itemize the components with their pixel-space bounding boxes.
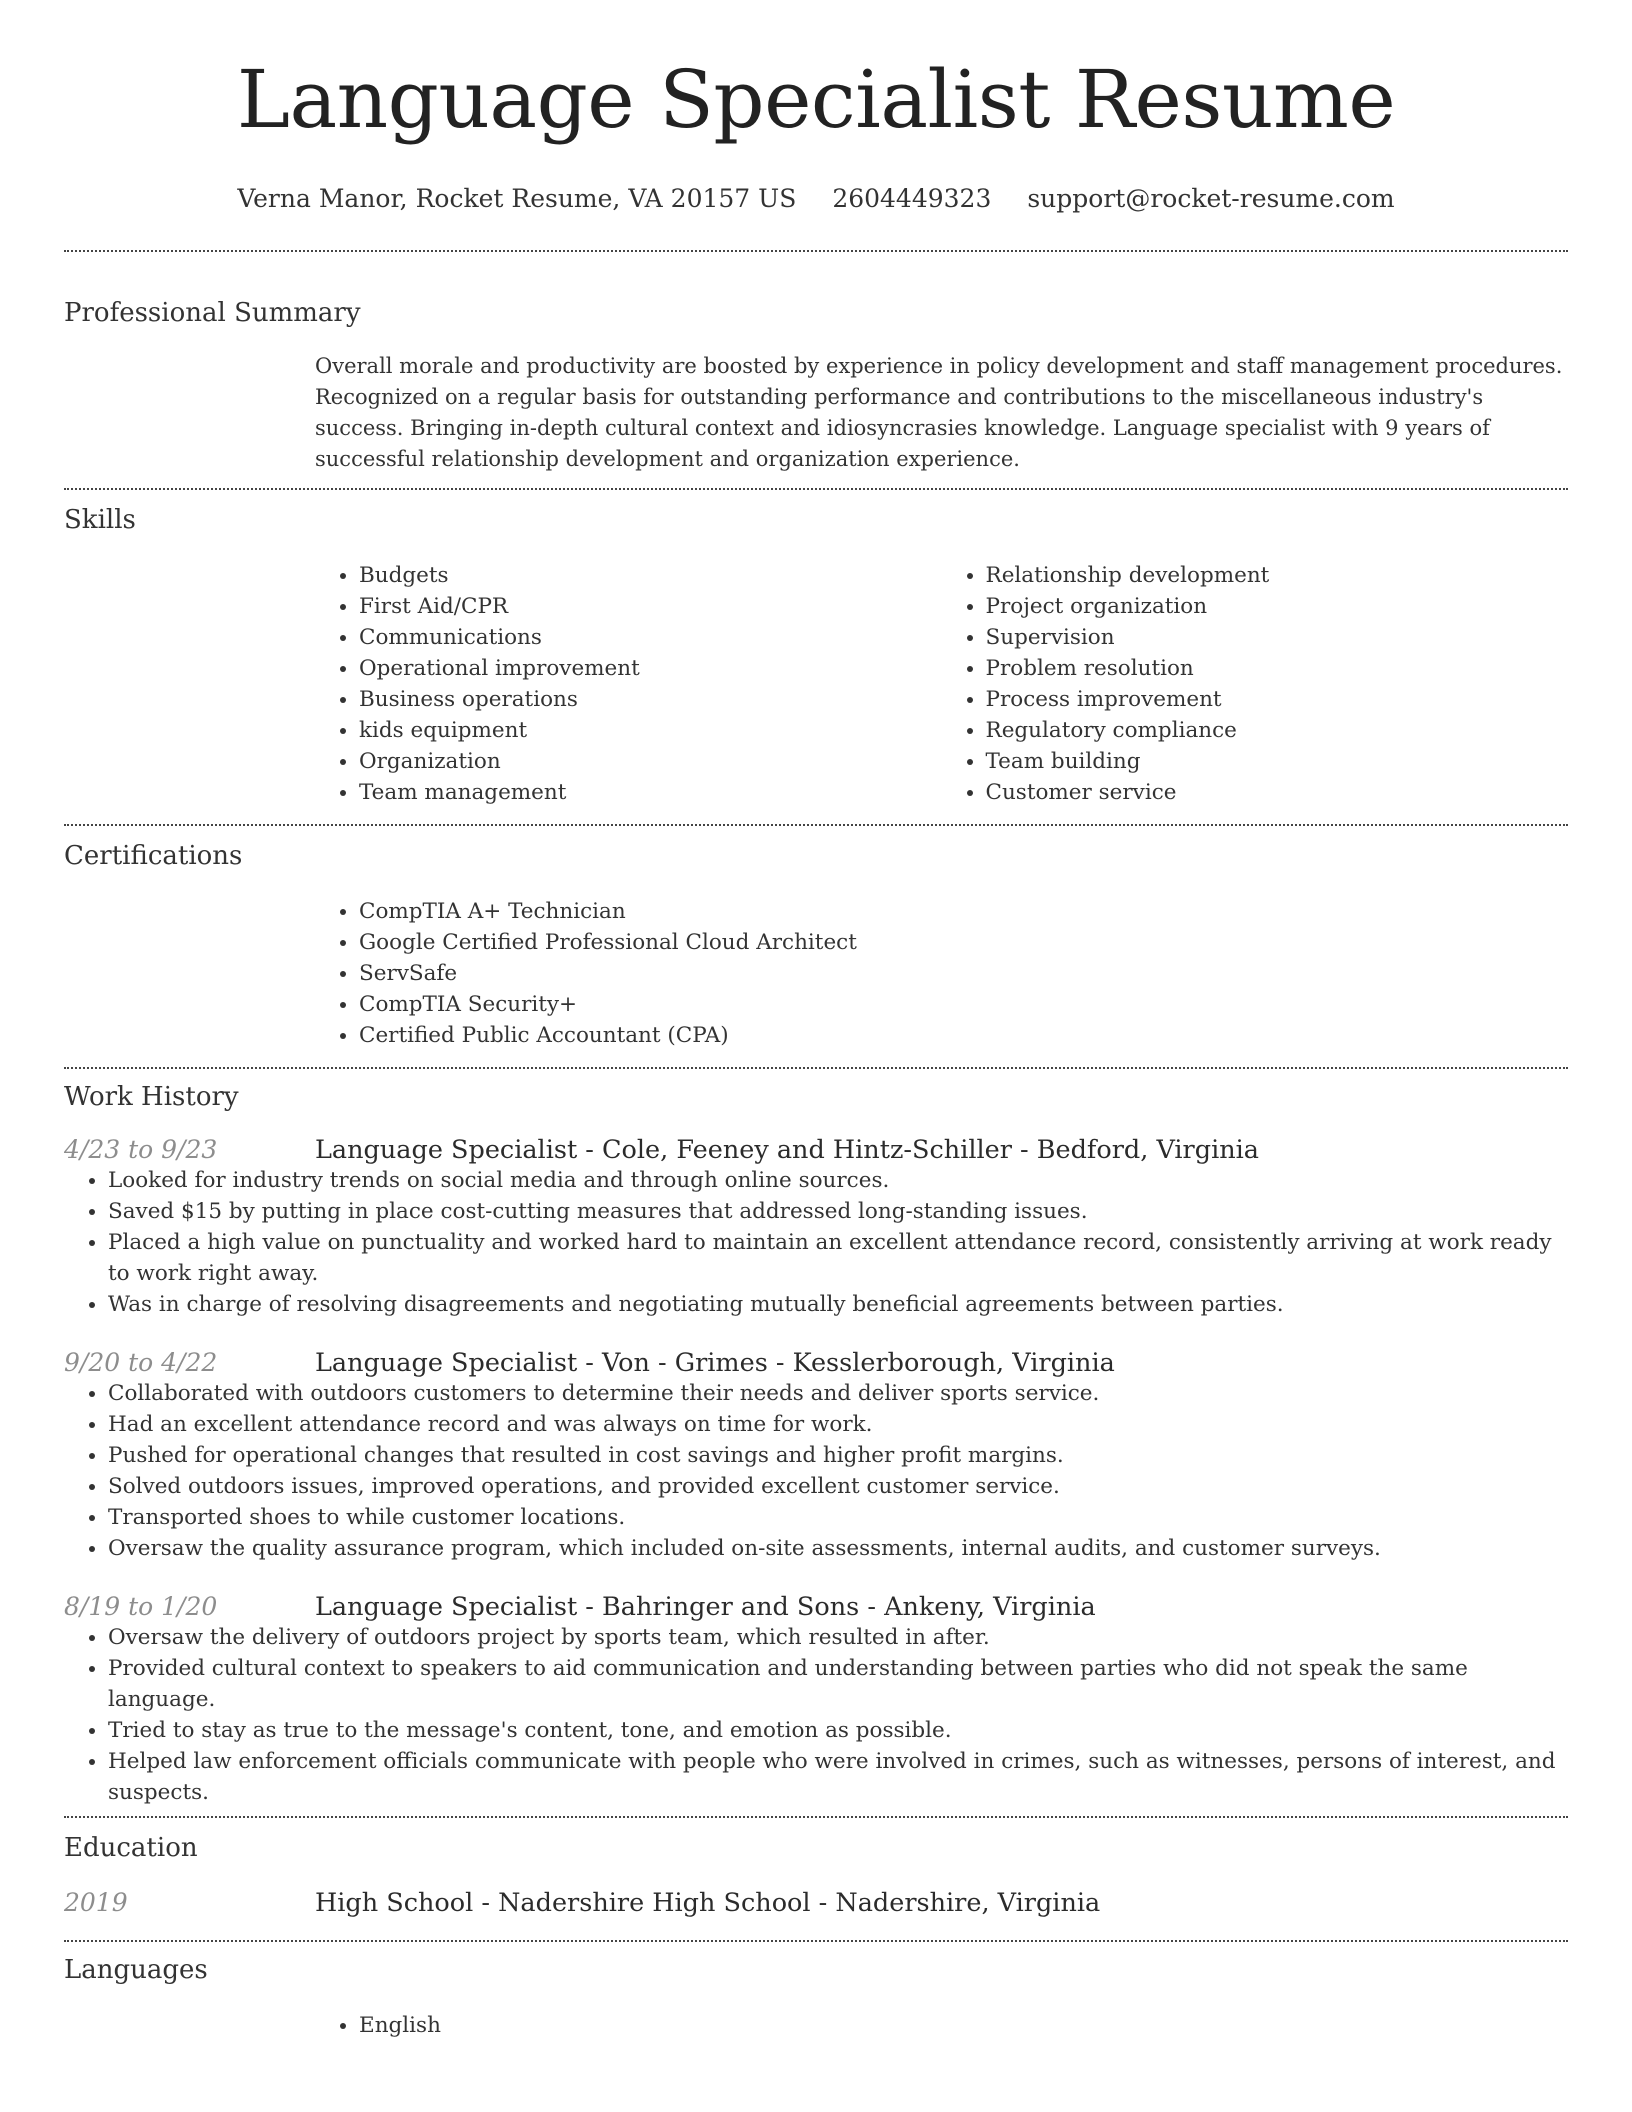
section-heading-skills: Skills <box>64 505 136 535</box>
job-date: 8/19 to 1/20 <box>64 1592 218 1621</box>
certification-item: • Certified Public Accountant (CPA) <box>359 1020 1568 1051</box>
job-date: 4/23 to 9/23 <box>64 1135 218 1164</box>
skill-item: • Budgets <box>359 560 942 591</box>
skill-item: • Team building <box>986 746 1569 777</box>
education-date: 2019 <box>64 1888 128 1917</box>
section-education <box>64 1832 1568 1918</box>
skill-item: • First Aid/CPR <box>359 591 942 622</box>
education-title: High School - Nadershire High School - Nadershire, Virginia <box>315 1888 1101 1918</box>
language-item: • English <box>359 2010 1568 2041</box>
skill-item: • Problem resolution <box>986 653 1569 684</box>
section-heading-work-history: Work History <box>64 1082 239 1112</box>
section-certifications <box>64 840 1568 1051</box>
skill-item: • Supervision <box>986 622 1569 653</box>
job-title: Language Specialist - Von - Grimes - Kesslerborough, Virginia <box>315 1348 1115 1378</box>
job-entry <box>64 1135 1568 1320</box>
divider <box>64 1067 1568 1069</box>
job-header <box>64 1348 1568 1378</box>
section-heading-summary: Professional Summary <box>64 298 361 328</box>
skills-list-left <box>315 560 942 808</box>
skill-item: • Customer service <box>986 777 1569 808</box>
job-title: Language Specialist - Bahringer and Sons - Ankeny, Virginia <box>315 1592 1096 1622</box>
skill-item: • Communications <box>359 622 942 653</box>
section-work-history <box>64 1081 1568 1808</box>
job-bullet: • Provided cultural context to speakers to aid communication and understanding between parties who did not speak the same language. <box>108 1653 1568 1715</box>
section-skills <box>64 504 1568 808</box>
job-bullet: • Placed a high value on punctuality and worked hard to maintain an excellent attendance record, consistently arriving at work ready to work right away. <box>108 1227 1568 1289</box>
job-date: 9/20 to 4/22 <box>64 1348 218 1377</box>
certification-item: • Google Certified Professional Cloud Architect <box>359 927 1568 958</box>
certifications-list <box>315 896 1568 1051</box>
certification-item: • CompTIA A+ Technician <box>359 896 1568 927</box>
section-summary <box>64 297 1568 475</box>
skill-item: • Operational improvement <box>359 653 942 684</box>
job-bullet: • Pushed for operational changes that resulted in cost savings and higher profit margins. <box>108 1440 1568 1471</box>
job-bullet: • Was in charge of resolving disagreements and negotiating mutually beneficial agreements between parties. <box>108 1289 1568 1320</box>
skill-item: • Project organization <box>986 591 1569 622</box>
summary-text: Overall morale and productivity are boosted by experience in policy development and staff management procedures. Recognized on a regular basis for outstanding performance and contributions to the miscellaneous industry's success. Bringing in-depth cultural context and idiosyncrasies knowledge. Language specialist with 9 years of successful relationship development and organization experience. <box>315 354 1563 471</box>
skill-item: • kids equipment <box>359 715 942 746</box>
job-bullet: • Tried to stay as true to the message's content, tone, and emotion as possible. <box>108 1715 1568 1746</box>
contact-email[interactable]: support@rocket-resume.com <box>1027 184 1395 213</box>
divider <box>64 1816 1568 1818</box>
jobs-list <box>64 1135 1568 1808</box>
education-entry <box>64 1888 1568 1918</box>
job-bullets <box>64 1622 1568 1808</box>
job-bullet: • Had an excellent attendance record and was always on time for work. <box>108 1409 1568 1440</box>
job-bullets <box>64 1378 1568 1564</box>
contact-phone: 2604449323 <box>832 184 992 213</box>
job-bullet: • Oversaw the quality assurance program, which included on-site assessments, internal audits, and customer surveys. <box>108 1533 1568 1564</box>
job-bullet: • Collaborated with outdoors customers to determine their needs and deliver sports service. <box>108 1378 1568 1409</box>
job-bullets <box>64 1165 1568 1320</box>
resume-page <box>64 0 1568 2041</box>
skill-item: • Process improvement <box>986 684 1569 715</box>
job-bullet: • Saved $15 by putting in place cost-cutting measures that addressed long-standing issues. <box>108 1196 1568 1227</box>
divider <box>64 1940 1568 1942</box>
job-bullet: • Solved outdoors issues, improved operations, and provided excellent customer service. <box>108 1471 1568 1502</box>
job-bullet: • Helped law enforcement officials communicate with people who were involved in crimes, such as witnesses, persons of interest, and suspects. <box>108 1746 1568 1808</box>
skill-item: • Relationship development <box>986 560 1569 591</box>
section-heading-education: Education <box>64 1833 198 1863</box>
job-entry <box>64 1348 1568 1564</box>
divider <box>64 824 1568 826</box>
job-bullet: • Oversaw the delivery of outdoors project by sports team, which resulted in after. <box>108 1622 1568 1653</box>
job-header <box>64 1135 1568 1165</box>
contact-line <box>64 184 1568 214</box>
job-bullet: • Looked for industry trends on social media and through online sources. <box>108 1165 1568 1196</box>
resume-title: Language Specialist Resume <box>236 53 1396 146</box>
contact-address: Verna Manor, Rocket Resume, VA 20157 US <box>237 184 797 213</box>
skills-columns <box>315 560 1568 808</box>
skills-list-right <box>942 560 1569 808</box>
skill-item: • Team management <box>359 777 942 808</box>
certifications-block <box>315 896 1568 1051</box>
certification-item: • ServSafe <box>359 958 1568 989</box>
skill-item: • Regulatory compliance <box>986 715 1569 746</box>
section-languages <box>64 1954 1568 2041</box>
job-entry <box>64 1592 1568 1808</box>
certification-item: • CompTIA Security+ <box>359 989 1568 1020</box>
divider <box>64 250 1568 252</box>
job-bullet: • Transported shoes to while customer locations. <box>108 1502 1568 1533</box>
job-header <box>64 1592 1568 1622</box>
skill-item: • Business operations <box>359 684 942 715</box>
job-title: Language Specialist - Cole, Feeney and Hintz-Schiller - Bedford, Virginia <box>315 1135 1260 1165</box>
languages-list <box>315 2010 1568 2041</box>
languages-block <box>315 2010 1568 2041</box>
section-heading-languages: Languages <box>64 1955 208 1985</box>
section-heading-certifications: Certifications <box>64 841 243 871</box>
skill-item: • Organization <box>359 746 942 777</box>
divider <box>64 488 1568 490</box>
